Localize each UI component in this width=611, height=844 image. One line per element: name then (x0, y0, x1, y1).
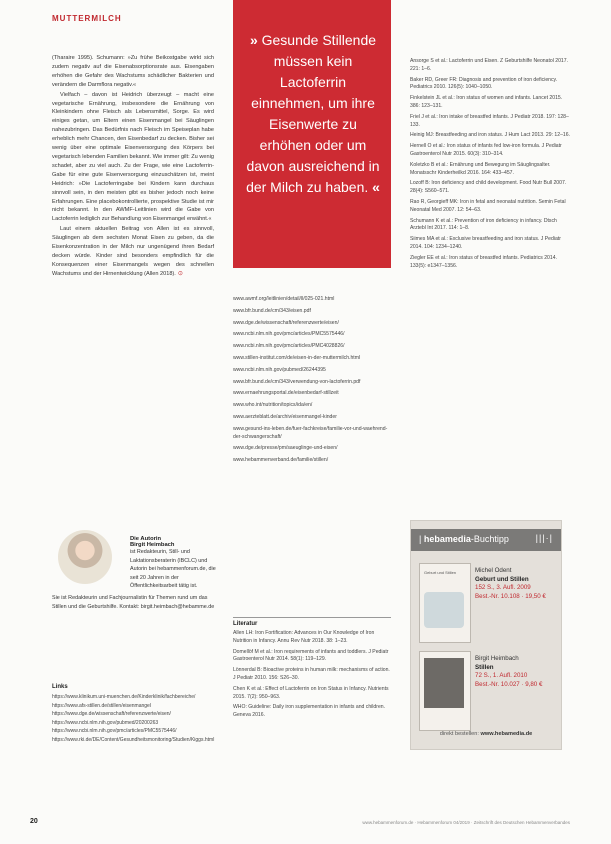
page-number: 20 (30, 818, 38, 825)
web-ref[interactable]: www.ernaehrungsportal.de/eisenbedarf-stillzeit (233, 390, 339, 397)
book-author: Birgit Heimbach (475, 655, 519, 662)
link-item[interactable]: https://www.ncbi.nlm.nih.gov/pubmed/20200263 (52, 719, 159, 726)
barcode-icon: |||·| (535, 533, 553, 543)
web-ref[interactable]: www.ncbi.nlm.nih.gov/pmc/articles/PMC5575446/ (233, 331, 345, 338)
link-item[interactable]: https://www.rki.de/DE/Content/Gesundheitsmonitoring/Studien/Kiggs.html (52, 736, 215, 743)
section-heading: MUTTERMILCH (52, 14, 122, 23)
author-bio: ist Redakteurin, Still- und Laktationsberaterin (IBCLC) und Autorin bei hebammenforum.de, die seit 20 Jahren in der Öffentlichkeitsarbeit tätig ist. (130, 549, 216, 590)
quote-close-icon: « (372, 179, 380, 195)
reference-item: Siimes MA et al.: Exclusive breastfeeding and iron status. J Pediatr 2014. 104: 1234–1240. (410, 236, 561, 250)
ad-title: | hebamedia-Buchtipp (419, 534, 509, 544)
author-heading (130, 536, 174, 548)
book-price: Best.-Nr. 10.027 · 9,80 € (475, 680, 543, 688)
book-price: Best.-Nr. 10.108 · 19,50 € (475, 592, 546, 600)
book-cover-label: Geburt und Stillen (424, 570, 457, 575)
book-author: Michel Odent (475, 567, 512, 574)
literature-item: Domellöf M et al.: Iron requirements of infants and toddlers. J Pediatr Gastroenterol Nutr 2014. 58(1): 119–129. (233, 648, 389, 663)
book-cover[interactable] (419, 563, 471, 643)
book-title: Geburt und Stillen (475, 575, 529, 583)
reference-item: Finkelstein JL et al.: Iron status of women and infants. Lancet 2015. 386: 123–131. (410, 95, 563, 109)
literature-item: Chen K et al.: Effect of Lactoferrin on Iron Status in Infancy. Nutrients 2015. 7(2): 950–963. (233, 685, 389, 700)
book-cover[interactable] (419, 651, 471, 731)
quote-open-icon: » (249, 32, 258, 48)
end-mark-icon: ⊙ (177, 270, 183, 277)
author-photo (58, 530, 112, 584)
literature-item: WHO: Guideline: Daily iron supplementation in infants and children. Geneva 2016. (233, 704, 386, 719)
article-paragraph: (Tharaire 1995). Schumann: »Zu frühe Beikostgabe wirkt sich zudem negativ auf die Eisenabsorptionsrate aus. Eisengaben erhöhen die Gefahr des Wachstums schädlicher Bakterien und verändern die Darmflora negativ.« (52, 55, 214, 88)
links-heading: Links (52, 684, 68, 690)
article-paragraph: Vielfach – davon ist Heidrich überzeugt – macht eine vegetarische Ernährung, insbesondere die Ernährung von Kleinkindern ohne Fleisch als Lebensmittel, Sorge. Es wird einiges getan, um Eltern einen Eisenmangel bei Säuglingen nahezubringen. Das Bedürfnis nach Fleisch im Speiseplan habe erheblich mehr Chancen, den Eisenbedarf zu decken. Bisher sei wenig über eine optimale Eisenversorgung des Körpers bei vegetarisch lebenden Familien bekannt. Wie immer gilt: Zu wenig schadet, aber zu viel auch. Zu der Frage, wie eine Lactoferrin-Gabe für eine gute Eisenversorgung einzuschätzen ist, meint Heidrich: »Die Lactoferringabe bei Kindern kann durchaus sinnvoll sein, in den meisten gibt es bisher jedoch noch keine Erfahrungen. Eine placebokontrollierte, prospektive Studie ist mir nicht bekannt. In den AWMF-Leitlinien wird die Gabe von Lactoferrin lediglich zur Behandlung von Eisenmangel erwähnt.« (52, 91, 214, 223)
book-meta: 152 S., 3. Aufl. 2009 (475, 584, 531, 592)
pull-quote-body: Gesunde Stillende müssen kein Lactoferrin einnehmen, um ihre Eisenwerte zu erhöhen oder um davon ausreichend in der Milch zu haben. (246, 32, 380, 195)
web-ref[interactable]: www.bfr.bund.de/cm/343/eisen.pdf (233, 307, 311, 314)
link-item[interactable]: https://www.afs-stillen.de/stillen/eisenmangel (52, 702, 151, 709)
reference-item: Friel J et al.: Iron intake of breastfed infants. J Pediatr 2018. 197: 128–133. (410, 113, 569, 128)
reference-item: Schumann K et al.: Prevention of iron deficiency in infancy. Dtsch Arztebl Int 2017. 114: 1–8. (410, 217, 557, 232)
web-ref[interactable]: www.aerzteblatt.de/archiv/eisenmangel-kinder (233, 413, 337, 420)
pull-quote-text (243, 30, 383, 198)
links-list (52, 694, 217, 746)
web-ref[interactable]: www.stillen-institut.com/de/eisen-in-der-muttermilch.html (233, 354, 361, 361)
ad-footer (411, 731, 561, 737)
web-ref[interactable]: www.awmf.org/leitlinien/detail/ll/025-021.html (233, 296, 335, 302)
book-cover-image (424, 658, 464, 708)
literature-item: Lönnerdal B: Bioactive proteins in human milk: mechanisms of action. J Pediatr 2010. 156: S26–30. (233, 667, 390, 681)
ad-brand: hebamedia (423, 534, 471, 544)
web-ref[interactable]: www.who.int/nutrition/topics/ida/en/ (233, 402, 313, 409)
web-ref[interactable]: www.ncbi.nlm.nih.gov/pmc/articles/PMC4028826/ (233, 343, 345, 350)
web-ref[interactable]: www.gesund-ins-leben.de/fuer-fachkreise/familie-vor-und-waehrend-der-schwangerschaft/ (233, 425, 388, 440)
article-paragraph-text: Laut einem aktuellen Beitrag von Allen ist es sinnvoll, Säuglingen ab dem sechsten Monat Eisen zu geben, da die Eisenkonzentration in der Milch nur ungenügend ihren Bedarf decken würde. Kinder sind besonders empfindlich für die Konsequenzen einer Eisenmangels wegen des schnellen Wachstums und der Hirnentwicklung (Allen 2018). (52, 226, 214, 277)
book-meta: 72 S., 1. Aufl. 2010 (475, 672, 528, 680)
web-ref[interactable]: www.ncbi.nlm.nih.gov/pubmed/26244395 (233, 366, 326, 373)
ad-footer-prefix: direkt bestellen: (439, 731, 479, 737)
reference-item: Lozoff B: Iron deficiency and child development. Food Nutr Bull 2007. 28(4): S560–571. (410, 180, 567, 195)
web-ref[interactable]: www.bfr.bund.de/cm/343/verwendung-von-lactoferrin.pdf (233, 378, 361, 385)
reference-item: Ansorge S et al.: Lactoferrin und Eisen. Z Geburtshilfe Neonatol 2017. 221: 1–6. (410, 58, 568, 72)
footer-imprint: www.hebammenforum.de · Hebammenforum 04/2019 · Zeitschrift des Deutschen Hebammenverbandes (362, 820, 570, 825)
reference-item: Ziegler EE et al.: Iron status of breastfed infants. Pediatrics 2014. 133(5): e1347–1356. (410, 254, 557, 269)
web-references (233, 296, 391, 469)
ad-brand-suffix: -Buchtipp (470, 534, 509, 544)
book-cover-image (424, 592, 464, 628)
reference-item: Rao R, Georgieff MK: Iron in fetal and neonatal nutrition. Semin Fetal Neonatal Med 2007. 12: 54–63. (410, 198, 566, 213)
author-contact: Sie ist Redakteurin und Fachjournalistin für Themen rund um das Stillen und die Geburtshilfe. Kontakt: birgit.heimbach@hebamme.de (52, 595, 215, 610)
reference-item: Baker RD, Greer FR: Diagnosis and prevention of iron deficiency. Pediatrics 2010. 126(5): 1040–1050. (410, 76, 558, 91)
literature-item: Allen LH: Iron Fortification: Advances in Our Knowledge of Iron Nutrition in Infancy. Annu Rev Nutr 2018. 38: 1–23. (233, 630, 375, 644)
reference-item: Hernell O et al.: Iron status of infants fed low-iron formula. J Pediatr Gastroenterol Nutr 2015. 60(3): 310–314. (410, 143, 562, 157)
web-ref[interactable]: www.hebammenverband.de/familie/stillen/ (233, 457, 329, 464)
article-column (52, 54, 214, 280)
book-title: Stillen (475, 663, 494, 671)
book-info (475, 567, 557, 601)
link-item[interactable]: https://www.klinikum.uni-muenchen.de/Kinderklinik/fachbereiche/ (52, 694, 196, 700)
link-item[interactable]: https://www.ncbi.nlm.nih.gov/pmc/articles/PMC5575446/ (52, 728, 177, 735)
book-info (475, 655, 557, 689)
literature-list (233, 630, 391, 723)
ad-header-bar (411, 529, 561, 551)
ad-footer-link[interactable]: www.hebamedia.de (480, 731, 533, 737)
author-name: Birgit Heimbach (130, 542, 175, 548)
web-ref[interactable]: www.dge.de/presse/pm/saeuglinge-und-eisen/ (233, 445, 338, 452)
reference-list (410, 58, 570, 273)
author-label: Die Autorin (130, 536, 162, 542)
pull-quote (233, 0, 391, 268)
web-ref[interactable]: www.dge.de/wissenschaft/referenzwerte/eisen/ (233, 319, 339, 326)
literature-heading: Literatur (233, 621, 258, 627)
article-paragraph (52, 225, 214, 278)
reference-item: Heinig MJ: Breastfeeding and iron status. J Hum Lact 2013. 29: 12–16. (410, 132, 570, 139)
link-item[interactable]: https://www.dge.de/wissenschaft/referenzwerte/eisen/ (52, 711, 171, 718)
book-tip-ad (410, 520, 562, 750)
reference-item: Koletzko B et al.: Ernährung und Bewegung im Säuglingsalter. Monatsschr Kinderheilkd 2016. 164: 433–457. (410, 161, 551, 176)
divider (233, 617, 391, 618)
